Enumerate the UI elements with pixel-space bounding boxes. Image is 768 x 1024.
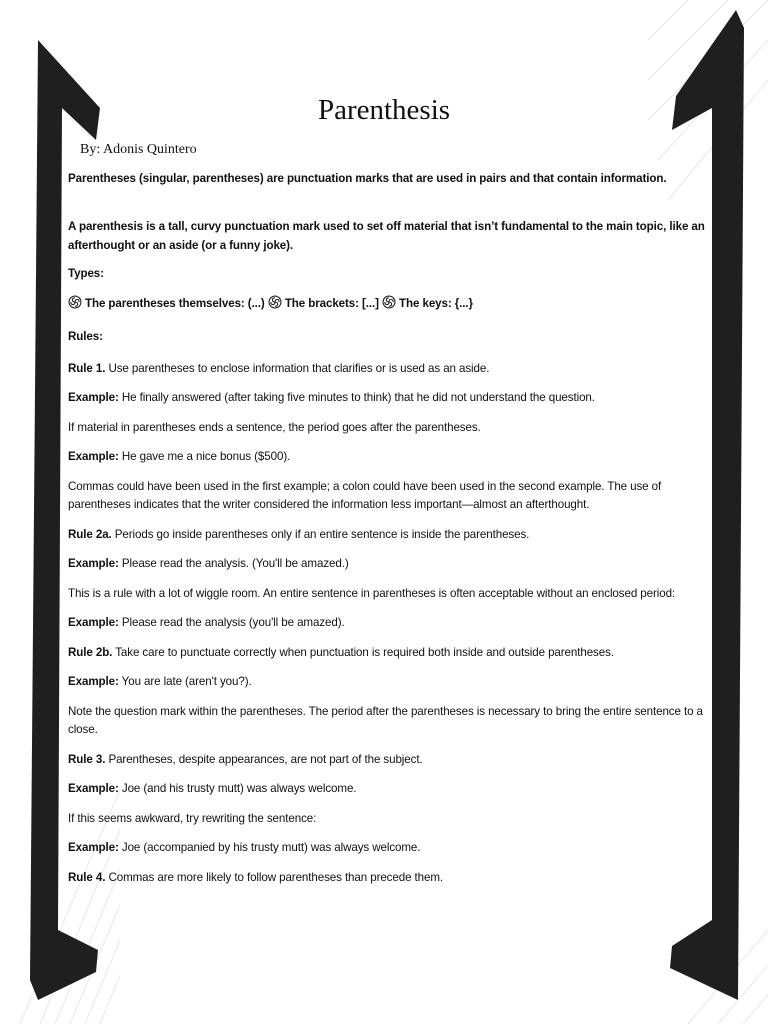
swirl-icon <box>68 295 82 309</box>
type-item-label: The keys: {...} <box>399 296 473 310</box>
example-4 <box>68 614 708 633</box>
example-3 <box>68 555 708 574</box>
rule-1 <box>68 360 708 379</box>
rule-label: Rule 4. <box>68 870 106 884</box>
document-body <box>68 170 708 887</box>
note-5: If this seems awkward, try rewriting the sentence: <box>68 811 317 825</box>
author-byline: By: Adonis Quintero <box>80 142 197 157</box>
example-7 <box>68 839 708 858</box>
rule-3 <box>68 751 708 770</box>
example-label: Example: <box>68 450 119 463</box>
intro-paragraph-2: A parenthesis is a tall, curvy punctuation mark used to set off material that isn’t fundamental to the main topic, like an afterthought or an aside (or a funny joke). <box>68 220 705 252</box>
rule-4 <box>68 869 708 888</box>
type-item-label: The parentheses themselves: (...) <box>85 296 265 310</box>
type-item-parentheses <box>68 297 268 310</box>
example-label: Example: <box>68 675 119 688</box>
rule-text: Use parentheses to enclose information that clarifies or is used as an aside. <box>105 361 490 375</box>
example-label: Example: <box>68 391 119 404</box>
example-label: Example: <box>68 616 119 629</box>
example-1 <box>68 389 708 408</box>
swirl-icon <box>268 295 282 309</box>
types-list <box>68 295 708 314</box>
rule-text: Parentheses, despite appearances, are not part of the subject. <box>105 752 423 766</box>
example-text: Please read the analysis (you'll be amazed). <box>118 616 345 629</box>
example-label: Example: <box>68 782 119 795</box>
swirl-icon <box>382 295 396 309</box>
example-text: Joe (and his trusty mutt) was always welcome. <box>118 782 357 795</box>
example-text: He finally answered (after taking five minutes to think) that he did not understand the question. <box>118 391 595 404</box>
type-item-label: The brackets: [...] <box>284 296 379 310</box>
rules-heading: Rules: <box>68 330 103 343</box>
type-item-brackets <box>268 297 382 310</box>
rule-label: Rule 2a. <box>68 527 112 541</box>
note-4: Note the question mark within the parentheses. The period after the parentheses is necessary to bring the entire sentence to a close. <box>68 704 703 736</box>
rule-label: Rule 1. <box>68 361 106 375</box>
rule-label: Rule 2b. <box>68 645 113 659</box>
rule-2a <box>68 526 708 545</box>
document-title: Parenthesis <box>317 94 451 126</box>
type-item-keys <box>382 297 473 310</box>
example-label: Example: <box>68 841 119 854</box>
example-text: Joe (accompanied by his trusty mutt) was always welcome. <box>118 841 421 854</box>
example-text: He gave me a nice bonus ($500). <box>118 450 291 463</box>
rule-label: Rule 3. <box>68 752 106 766</box>
note-3: This is a rule with a lot of wiggle room. An entire sentence in parentheses is often acceptable without an enclosed period: <box>68 586 676 600</box>
rule-text: Take care to punctuate correctly when punctuation is required both inside and outside parentheses. <box>112 645 614 659</box>
rule-2b <box>68 644 708 663</box>
types-heading: Types: <box>68 267 104 280</box>
example-label: Example: <box>68 557 119 570</box>
example-text: You are late (aren't you?). <box>118 675 252 688</box>
intro-paragraph-1: Parentheses (singular, parentheses) are punctuation marks that are used in pairs and that contain information. <box>68 172 667 185</box>
example-2 <box>68 448 708 467</box>
rule-text: Periods go inside parentheses only if an entire sentence is inside the parentheses. <box>111 527 530 541</box>
rule-text: Commas are more likely to follow parentheses than precede them. <box>105 870 444 884</box>
note-2: Commas could have been used in the first example; a colon could have been used in the second example. The use of parentheses indicates that the writer considered the information less important—almost an afterthought. <box>68 479 662 511</box>
example-5 <box>68 673 708 692</box>
note-1: If material in parentheses ends a sentence, the period goes after the parentheses. <box>68 420 481 434</box>
example-6 <box>68 780 708 799</box>
example-text: Please read the analysis. (You'll be amazed.) <box>118 557 349 570</box>
